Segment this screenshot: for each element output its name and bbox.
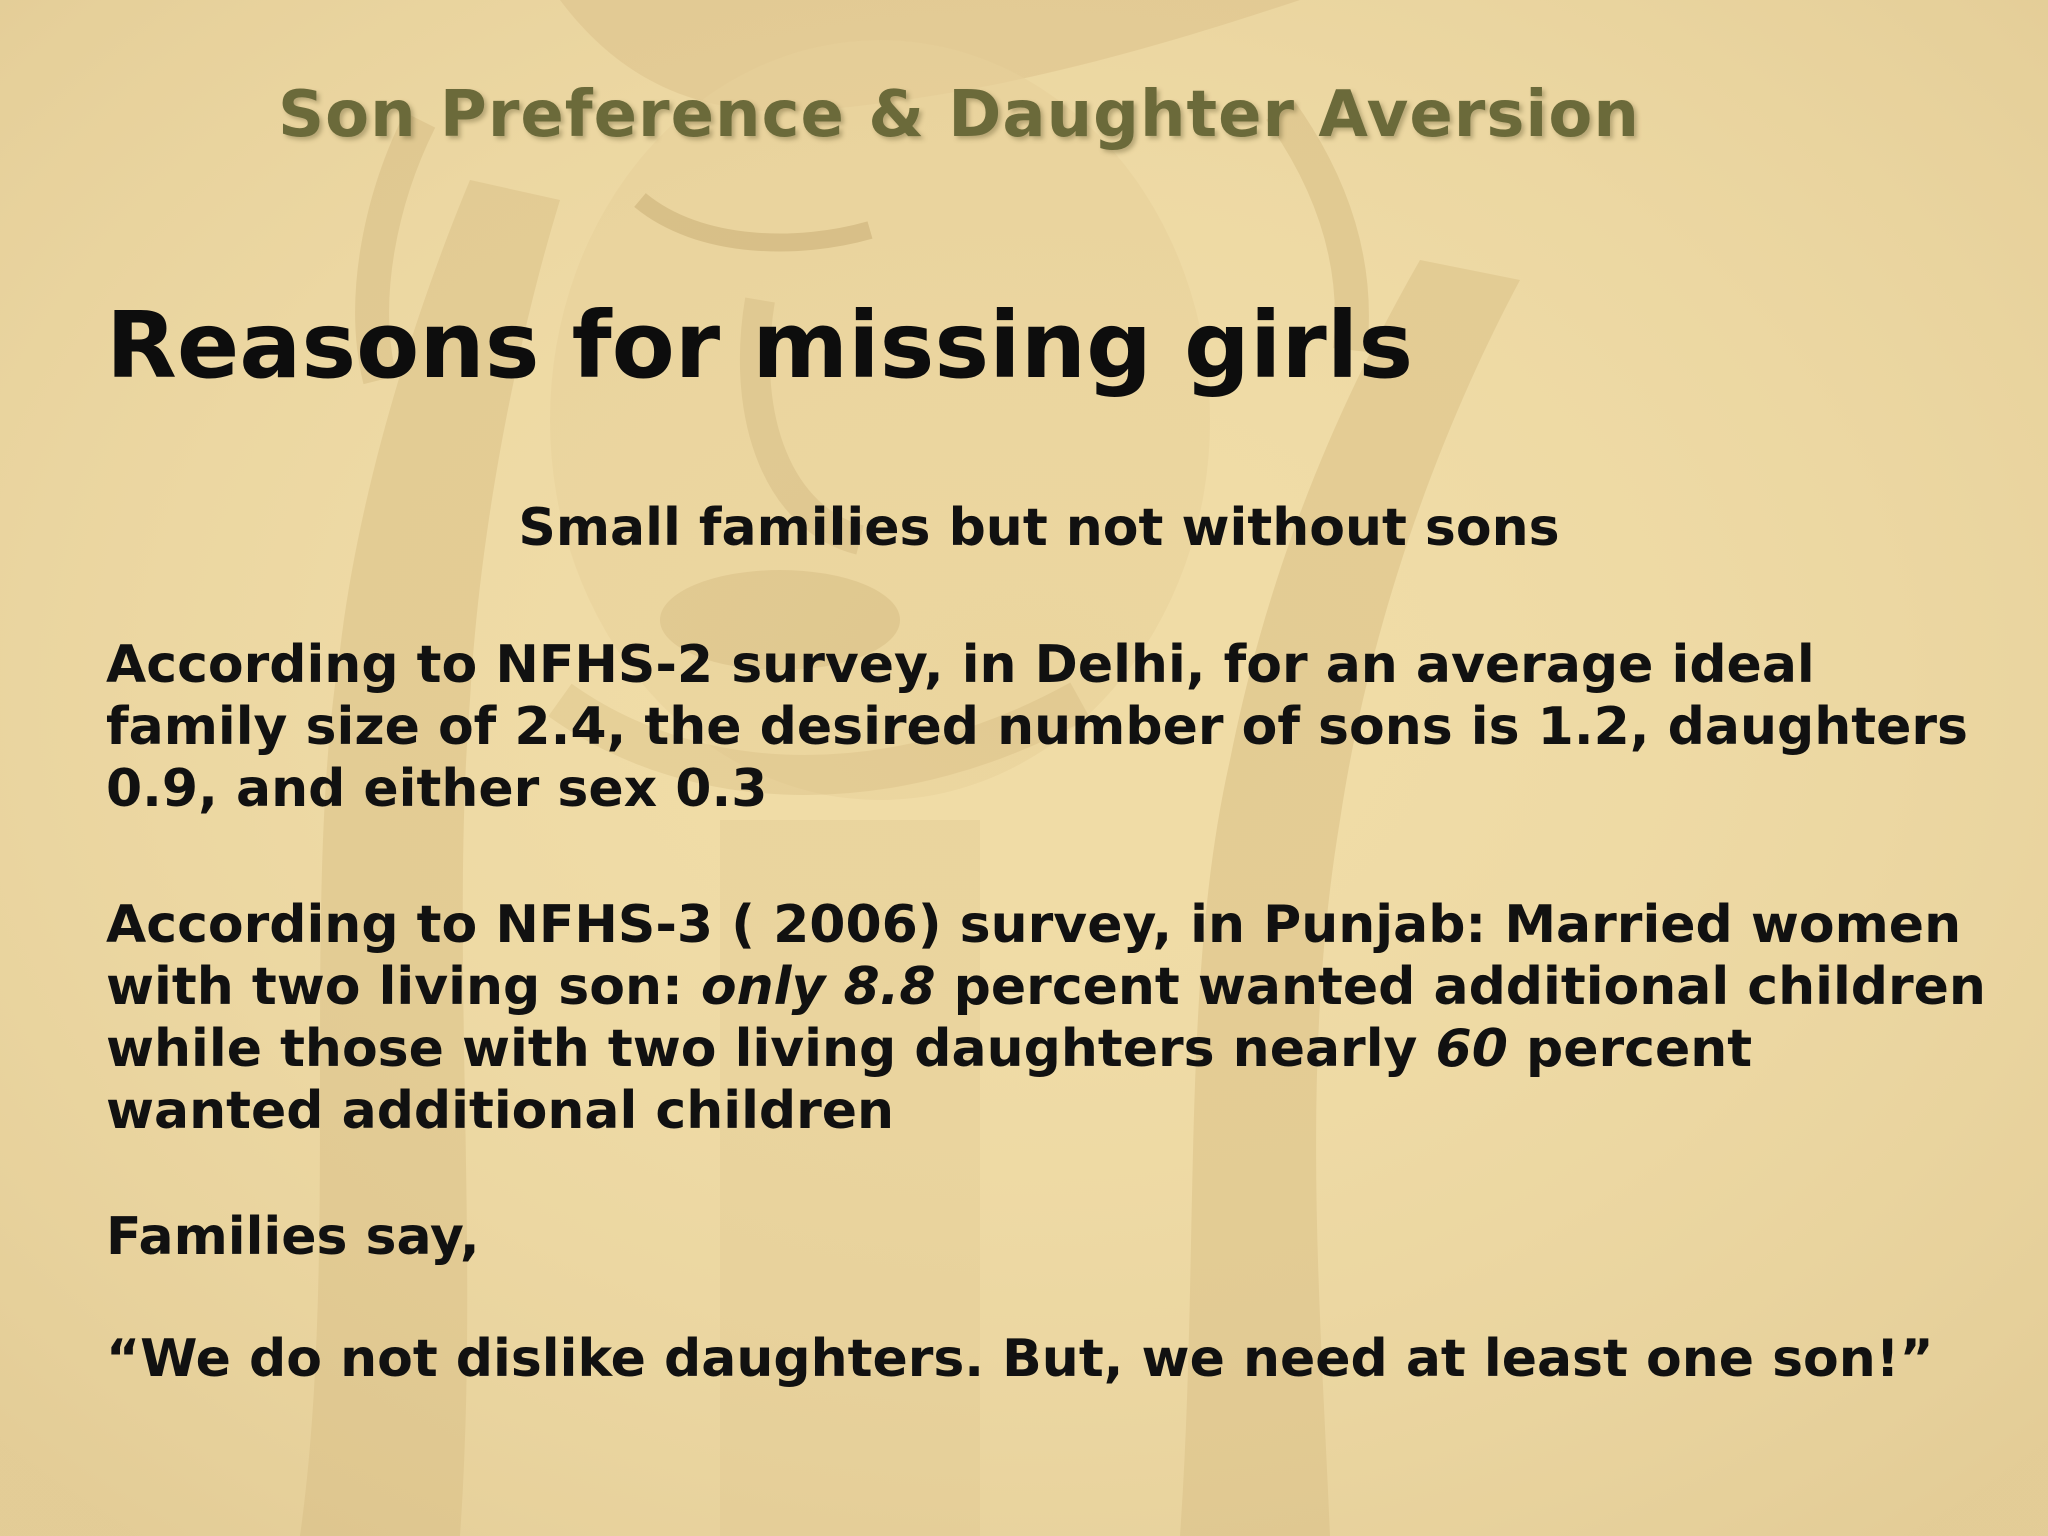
nfhs3-emphasis-daughters: 60 [1435,1019,1508,1079]
quote-text: “We do not dislike daughters. But, we need at least one son!” [106,1329,1934,1389]
nfhs3-text-a: According to NFHS-3 ( 2006) survey, in Punjab: Married women with two living son: [106,895,1962,1017]
slide-subtitle: Small families but not without sons [518,498,1560,558]
slide-title: Reasons for missing girls [106,292,1414,399]
nfhs3-text-b: percent wanted additional children while those with two living daughters nearly [106,957,1986,1079]
slide-header: Son Preference & Daughter Aversion [278,78,1640,152]
families-say-text: Families say, [106,1207,480,1267]
nfhs3-paragraph [106,894,1986,1142]
nfhs2-paragraph: According to NFHS-2 survey, in Delhi, for an average ideal family size of 2.4, the desired number of sons is 1.2, daughters 0.9, and either sex 0.3 [106,635,1968,819]
nfhs3-text-c: percent wanted additional children [106,1019,1753,1141]
nfhs3-emphasis-sons: only 8.8 [700,957,936,1017]
